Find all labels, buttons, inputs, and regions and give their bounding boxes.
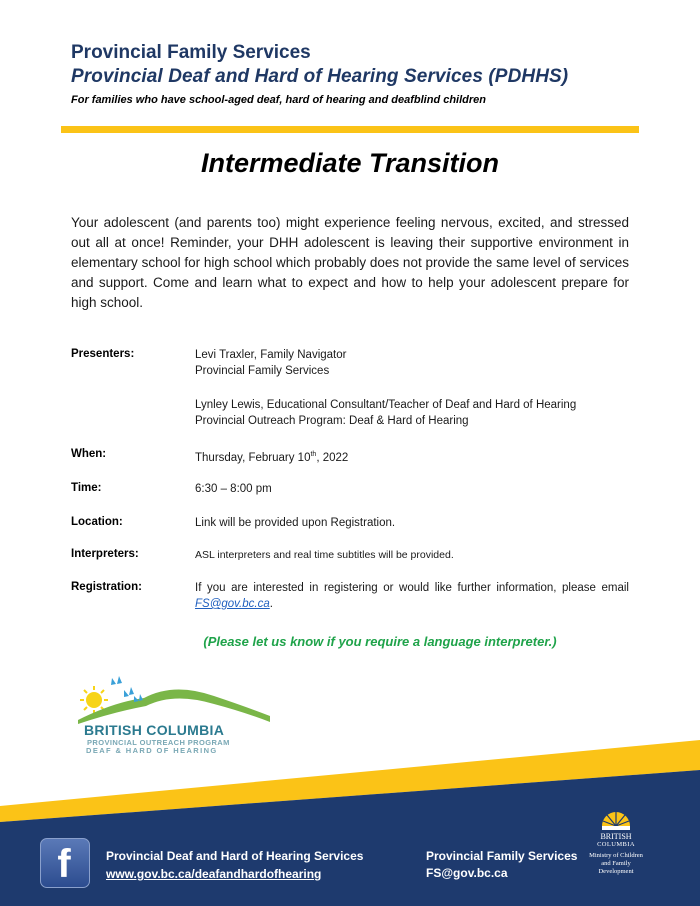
when-day: Thursday, February 10 (195, 452, 311, 464)
program-name: Provincial Deaf and Hard of Hearing Services (PDHHS) (71, 66, 569, 87)
time-label: Time: (71, 482, 102, 494)
registration-email-link[interactable]: FS@gov.bc.ca (195, 598, 270, 610)
presenters-label: Presenters: (71, 348, 135, 360)
org-name: Provincial Family Services (71, 42, 311, 63)
registration-end: . (269, 598, 273, 610)
interpreters-label: Interpreters: (71, 548, 139, 560)
logo-bc-text: BRITISH COLUMBIA (84, 722, 225, 738)
page-title: Intermediate Transition (200, 148, 500, 178)
registration-value (195, 580, 629, 612)
presenter-2-name: Lynley Lewis, Educational Consultant/Teacher of Deaf and Hard of Hearing (195, 399, 577, 411)
gov-logo-line2: COLUMBIA (597, 841, 635, 848)
when-year: , 2022 (316, 452, 349, 464)
time-value: 6:30 – 8:00 pm (195, 483, 272, 495)
presenter-1-org: Provincial Family Services (195, 365, 330, 377)
location-label: Location: (71, 516, 123, 528)
bc-government-sun-icon (600, 800, 632, 830)
when-value (195, 447, 629, 466)
logo-dhh-text: DEAF & HARD OF HEARING (86, 746, 218, 755)
footer-pfs-name: Provincial Family Services (426, 849, 578, 863)
footer-pdhhs-link[interactable]: www.gov.bc.ca/deafandhardofhearing (106, 867, 322, 881)
footer-pfs-email[interactable]: FS@gov.bc.ca (426, 866, 508, 880)
presenter-1 (195, 347, 629, 379)
location-value: Link will be provided upon Registration. (195, 517, 396, 529)
presenter-2-org: Provincial Outreach Program: Deaf & Hard of Hearing (195, 415, 469, 427)
footer-band (0, 740, 700, 906)
footer-pdhhs-name: Provincial Deaf and Hard of Hearing Services (106, 849, 364, 863)
facebook-glyph: f (57, 842, 71, 886)
presenter-1-name: Levi Traxler, Family Navigator (195, 349, 347, 361)
when-suffix: th (310, 451, 317, 458)
intro-paragraph: Your adolescent (and parents too) might experience feeling nervous, excited, and stressed out all at once! Reminder, your DHH adolescent is leaving their supportive environment in elementary school for high school which probably does not provide the same level of services and support. Come and learn what to expect and how to help your adolescent prepare for high school. (71, 215, 629, 310)
butterfly-icon (111, 676, 143, 702)
tagline: For families who have school-aged deaf, hard of hearing and deafblind children (71, 94, 487, 106)
registration-text: If you are interested in registering or would like further information, please email (195, 582, 629, 594)
ministry-name: Ministry of Children and Family Development (589, 852, 643, 875)
presenter-2 (195, 397, 629, 429)
logo-program-text: PROVINCIAL OUTREACH PROGRAM (87, 738, 230, 747)
mountain-green (78, 689, 270, 724)
interpreters-value: ASL interpreters and real time subtitles will be provided. (195, 549, 454, 561)
registration-label: Registration: (71, 581, 142, 593)
gov-logo-line1: BRITISH (600, 832, 632, 841)
when-label: When: (71, 448, 107, 460)
header-divider (61, 126, 639, 133)
interpreter-note: (Please let us know if you require a language interpreter.) (203, 634, 557, 649)
